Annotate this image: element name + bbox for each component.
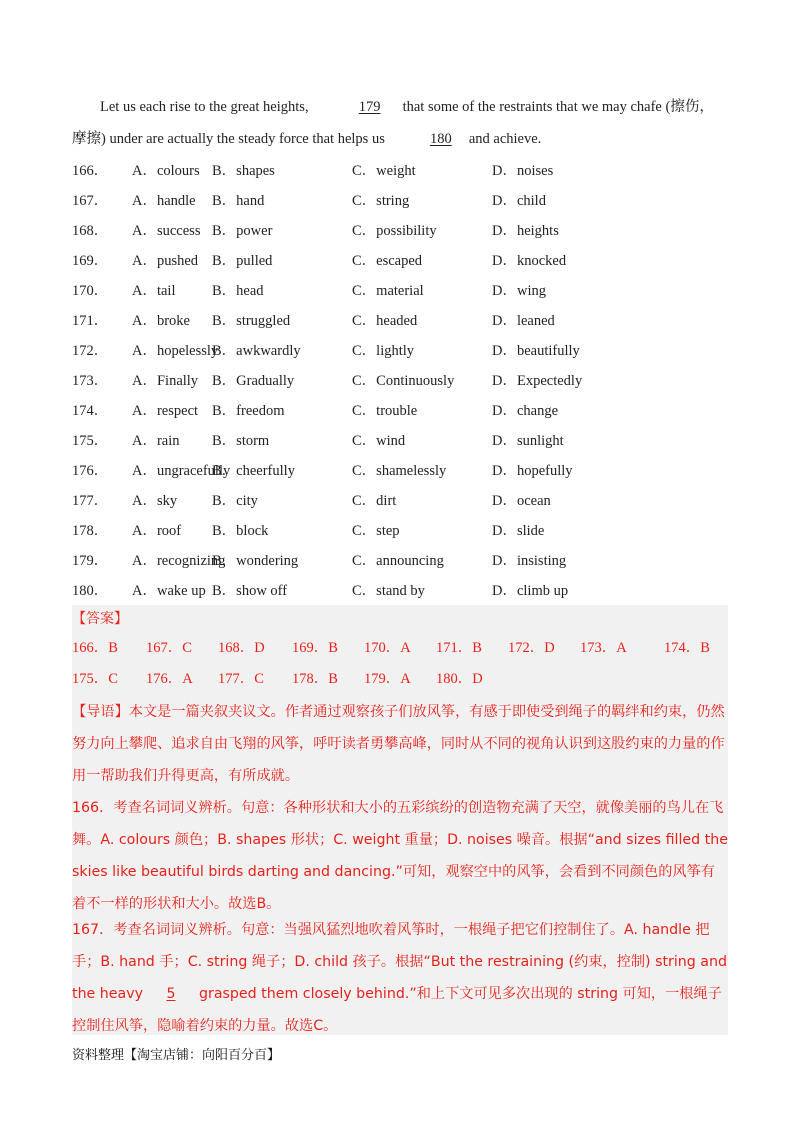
answer-item: 178．B	[292, 671, 338, 687]
option-d: D．change	[492, 402, 559, 419]
option-b: B．pulled	[212, 252, 273, 269]
question-number: 178．	[72, 522, 109, 539]
option-a: A．tail	[132, 282, 176, 299]
option-row	[72, 184, 728, 214]
answer-item: 168．D	[218, 640, 265, 656]
option-row	[72, 334, 728, 364]
answer-row-2	[72, 667, 508, 688]
explanation-167-text-2: grasped them closely behind.”和上下文可见多次出现的 string 可知，一根绳子控制住风筝，隐喻着约束的力量。故选C。	[72, 986, 722, 1034]
option-b: B．power	[212, 222, 273, 239]
question-number: 166．	[72, 162, 109, 179]
blank-180: 180	[429, 131, 452, 147]
passage-text	[72, 91, 728, 155]
option-c: C．escaped	[352, 252, 423, 269]
option-d: D．Expectedly	[492, 372, 583, 389]
option-row	[72, 484, 728, 514]
blank-179: 179	[358, 99, 381, 115]
answer-item: 171．B	[436, 640, 482, 656]
option-d: D．heights	[492, 222, 559, 239]
passage-text-2: that some of the restraints that we may chafe (擦伤，摩擦) under are actually the steady force that helps us	[72, 99, 714, 147]
option-row	[72, 574, 728, 604]
option-a: A．colours	[132, 162, 200, 179]
option-c: C．headed	[352, 312, 418, 329]
option-row	[72, 154, 728, 184]
option-d: D．knocked	[492, 252, 567, 269]
option-b: B．head	[212, 282, 264, 299]
answer-item: 166．B	[72, 640, 118, 656]
option-c: C．possibility	[352, 222, 437, 239]
answer-item: 172．D	[508, 640, 555, 656]
option-d: D．beautifully	[492, 342, 580, 359]
option-row	[72, 394, 728, 424]
option-d: D．wing	[492, 282, 546, 299]
option-c: C．wind	[352, 432, 406, 449]
option-a: A．respect	[132, 402, 199, 419]
option-row	[72, 454, 728, 484]
option-c: C．stand by	[352, 582, 425, 599]
option-a: A．recognizing	[132, 552, 226, 569]
option-a: A．rain	[132, 432, 180, 449]
passage-text-3: and achieve.	[468, 131, 542, 147]
option-d: D．slide	[492, 522, 545, 539]
explanation-167-text-1: 167．考查名词词义辨析。句意：当强风猛烈地吹着风筝时，一根绳子把它们控制住了。A. handle 把手；B. hand 手；C. string 绳子；D. child 孩子。根据“But the restraining (约束，控制) string and the heavy	[72, 922, 727, 1002]
option-c: C．announcing	[352, 552, 444, 569]
option-c: C．string	[352, 192, 410, 209]
question-number: 168．	[72, 222, 109, 239]
option-d: D．ocean	[492, 492, 551, 509]
option-d: D．climb up	[492, 582, 569, 599]
answer-item: 167．C	[146, 640, 192, 656]
explanation-167	[72, 914, 728, 1042]
option-c: C．shamelessly	[352, 462, 447, 479]
answer-item: 170．A	[364, 640, 411, 656]
question-number: 175．	[72, 432, 109, 449]
option-b: B．storm	[212, 432, 270, 449]
option-a: A．sky	[132, 492, 178, 509]
option-b: B．city	[212, 492, 258, 509]
option-c: C．dirt	[352, 492, 397, 509]
option-row	[72, 544, 728, 574]
answer-item: 169．B	[292, 640, 338, 656]
option-a: A．wake up	[132, 582, 206, 599]
guide-paragraph: 【导语】本文是一篇夹叙夹议文。作者通过观察孩子们放风筝，有感于即使受到绳子的羁绊和约束，仍然努力向上攀爬、追求自由飞翔的风筝，呼吁读者勇攀高峰，同时从不同的视角认识到这股约束的力量的作用一帮助我们升得更高，有所成就。	[72, 704, 725, 784]
explanation-167-blank: 5	[166, 986, 176, 1002]
question-number: 177．	[72, 492, 109, 509]
option-b: B．awkwardly	[212, 342, 301, 359]
option-a: A．pushed	[132, 252, 199, 269]
option-d: D．leaned	[492, 312, 555, 329]
option-row	[72, 514, 728, 544]
question-number: 169．	[72, 252, 109, 269]
question-number: 171．	[72, 312, 109, 329]
question-number: 170．	[72, 282, 109, 299]
option-b: B．hand	[212, 192, 265, 209]
option-c: C．trouble	[352, 402, 418, 419]
answer-item: 180．D	[436, 671, 483, 687]
option-d: D．noises	[492, 162, 554, 179]
footer-source: 资料整理【淘宝店铺：向阳百分百】	[72, 1048, 281, 1063]
option-a: A．Finally	[132, 372, 199, 389]
option-d: D．child	[492, 192, 546, 209]
question-number: 180．	[72, 582, 109, 599]
option-b: B．cheerfully	[212, 462, 295, 479]
option-row	[72, 364, 728, 394]
answer-item: 176．A	[146, 671, 193, 687]
option-a: A．broke	[132, 312, 190, 329]
answer-item: 177．C	[218, 671, 264, 687]
question-number: 176．	[72, 462, 109, 479]
option-a: A．success	[132, 222, 201, 239]
option-c: C．step	[352, 522, 400, 539]
option-c: C．lightly	[352, 342, 415, 359]
answer-row-1	[72, 636, 724, 657]
option-d: D．sunlight	[492, 432, 564, 449]
answer-item: 173．A	[580, 640, 627, 656]
option-d: D．hopefully	[492, 462, 573, 479]
options-list	[72, 154, 728, 604]
option-a: A．roof	[132, 522, 182, 539]
passage-paragraph	[72, 91, 728, 155]
answer-item: 174．B	[664, 640, 710, 656]
passage-text-1: Let us each rise to the great heights,	[100, 99, 309, 115]
option-c: C．material	[352, 282, 424, 299]
question-number: 173．	[72, 372, 109, 389]
option-a: A．handle	[132, 192, 196, 209]
option-row	[72, 304, 728, 334]
option-row	[72, 244, 728, 274]
option-c: C．Continuously	[352, 372, 455, 389]
option-row	[72, 214, 728, 244]
option-b: B．block	[212, 522, 269, 539]
option-row	[72, 274, 728, 304]
question-number: 172．	[72, 342, 109, 359]
option-b: B．freedom	[212, 402, 285, 419]
option-a: A．hopelessly	[132, 342, 219, 359]
option-b: B．Gradually	[212, 372, 295, 389]
answer-item: 175．C	[72, 671, 118, 687]
option-row	[72, 424, 728, 454]
option-b: B．show off	[212, 582, 288, 599]
question-number: 179．	[72, 552, 109, 569]
option-b: B．shapes	[212, 162, 275, 179]
option-b: B．wondering	[212, 552, 299, 569]
option-c: C．weight	[352, 162, 416, 179]
question-number: 174．	[72, 402, 109, 419]
option-a: A．ungracefully	[132, 462, 231, 479]
answer-item: 179．A	[364, 671, 411, 687]
explanation-166: 166．考查名词词义辨析。句意：各种形状和大小的五彩缤纷的创造物充满了天空，就像美丽的鸟儿在飞舞。A. colours 颜色；B. shapes 形状；C. weight 重量；D. noises 噪音。根据“and sizes filled the skies like beautiful birds darting and dancing.”可知，观察空中的风筝，会看到不同颜色的风筝有着不一样的形状和大小。故选B。	[72, 800, 728, 912]
option-d: D．insisting	[492, 552, 567, 569]
answer-heading: 【答案】	[72, 611, 128, 627]
option-b: B．struggled	[212, 312, 291, 329]
question-number: 167．	[72, 192, 109, 209]
